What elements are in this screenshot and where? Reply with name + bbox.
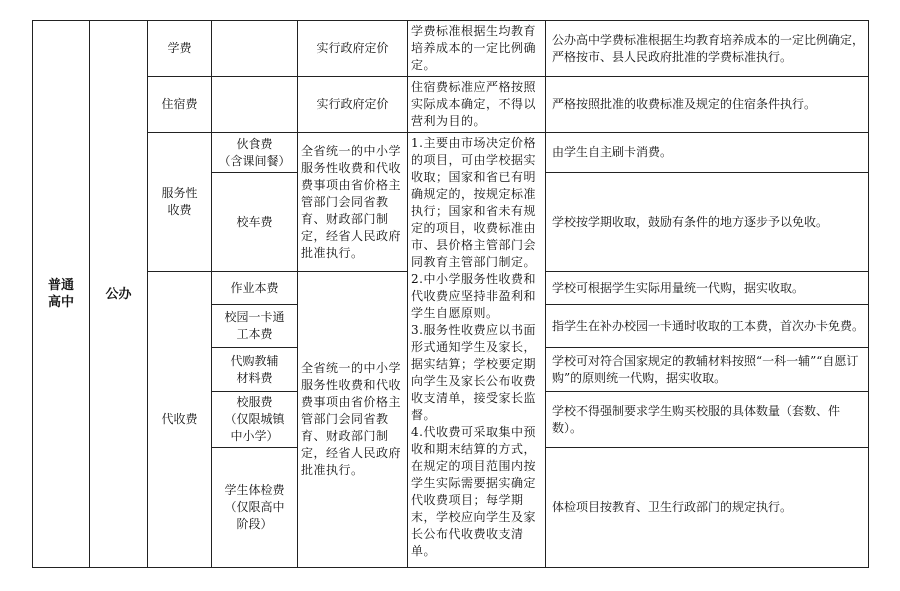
pricing-mode-cell: 全省统一的中小学服务性收费和代收费事项由省价格主管部门会同省教育、财政部门制定，经省人民政府批准执行。 xyxy=(298,272,408,568)
basis-cell: 学费标准根据生均教育培养成本的一定比例确定。 xyxy=(408,21,546,77)
pricing-mode-cell: 全省统一的中小学服务性收费和代收费事项由省价格主管部门会同省教育、财政部门制定，经省人民政府批准执行。 xyxy=(298,133,408,272)
fee-item-cell: 住宿费 xyxy=(148,77,212,133)
empty-cell xyxy=(212,21,298,77)
fee-standards-table xyxy=(32,20,869,568)
table-row xyxy=(33,133,869,173)
basis-cell: 住宿费标准应严格按照实际成本确定，不得以营利为目的。 xyxy=(408,77,546,133)
fee-item-cell: 代购教辅 材料费 xyxy=(212,348,298,392)
fee-item-cell: 学费 xyxy=(148,21,212,77)
rule-cell: 由学生自主刷卡消费。 xyxy=(546,133,869,173)
rule-cell: 学校可对符合国家规定的教辅材料按照“一科一辅”“自愿订购”的原则统一代购，据实收取。 xyxy=(546,348,869,392)
basis-cell: 1.主要由市场决定价格的项目，可由学校据实收取；国家和省已有明确规定的，按规定标准执行；国家和省未有规定的项目，收费标准由市、县价格主管部门会同教育主管部门制定。 2.中小学服务性收费和代收费应坚持非盈利和学生自愿原则。 3.服务性收费应以书面形式通知学生及家长，据实结算；学校要定期向学生及家长公布收费收支清单，接受家长监督。 4.代收费可采取集中预收和期末结算的方式，在规定的项目范围内按学生实际需要据实确定代收费项目；每学期末，学校应向学生及家长公布代收费收支清单。 xyxy=(408,133,546,568)
fee-item-cell: 校园一卡通 工本费 xyxy=(212,305,298,348)
school-type-cell: 公办 xyxy=(90,21,148,568)
rule-cell: 学校可根据学生实际用量统一代购，据实收取。 xyxy=(546,272,869,305)
rule-cell: 公办高中学费标准根据生均教育培养成本的一定比例确定，严格按市、县人民政府批准的学费标准执行。 xyxy=(546,21,869,77)
rule-cell: 学校按学期收取，鼓励有条件的地方逐步予以免收。 xyxy=(546,173,869,272)
table-row xyxy=(33,77,869,133)
fee-item-cell: 校车费 xyxy=(212,173,298,272)
rule-cell: 学校不得强制要求学生购买校服的具体数量（套数、件数）。 xyxy=(546,392,869,448)
fee-item-cell: 校服费 （仅限城镇 中小学） xyxy=(212,392,298,448)
rule-cell: 严格按照批准的收费标准及规定的住宿条件执行。 xyxy=(546,77,869,133)
table-row xyxy=(33,21,869,77)
pricing-mode-cell: 实行政府定价 xyxy=(298,21,408,77)
fee-item-cell: 伙食费 （含课间餐） xyxy=(212,133,298,173)
empty-cell xyxy=(212,77,298,133)
pricing-mode-cell: 实行政府定价 xyxy=(298,77,408,133)
category-cell: 服务性 收费 xyxy=(148,133,212,272)
rule-cell: 指学生在补办校园一卡通时收取的工本费，首次办卡免费。 xyxy=(546,305,869,348)
category-cell: 代收费 xyxy=(148,272,212,568)
school-level-cell: 普通 高中 xyxy=(33,21,90,568)
rule-cell: 体检项目按教育、卫生行政部门的规定执行。 xyxy=(546,448,869,568)
fee-item-cell: 作业本费 xyxy=(212,272,298,305)
fee-item-cell: 学生体检费 （仅限高中 阶段） xyxy=(212,448,298,568)
